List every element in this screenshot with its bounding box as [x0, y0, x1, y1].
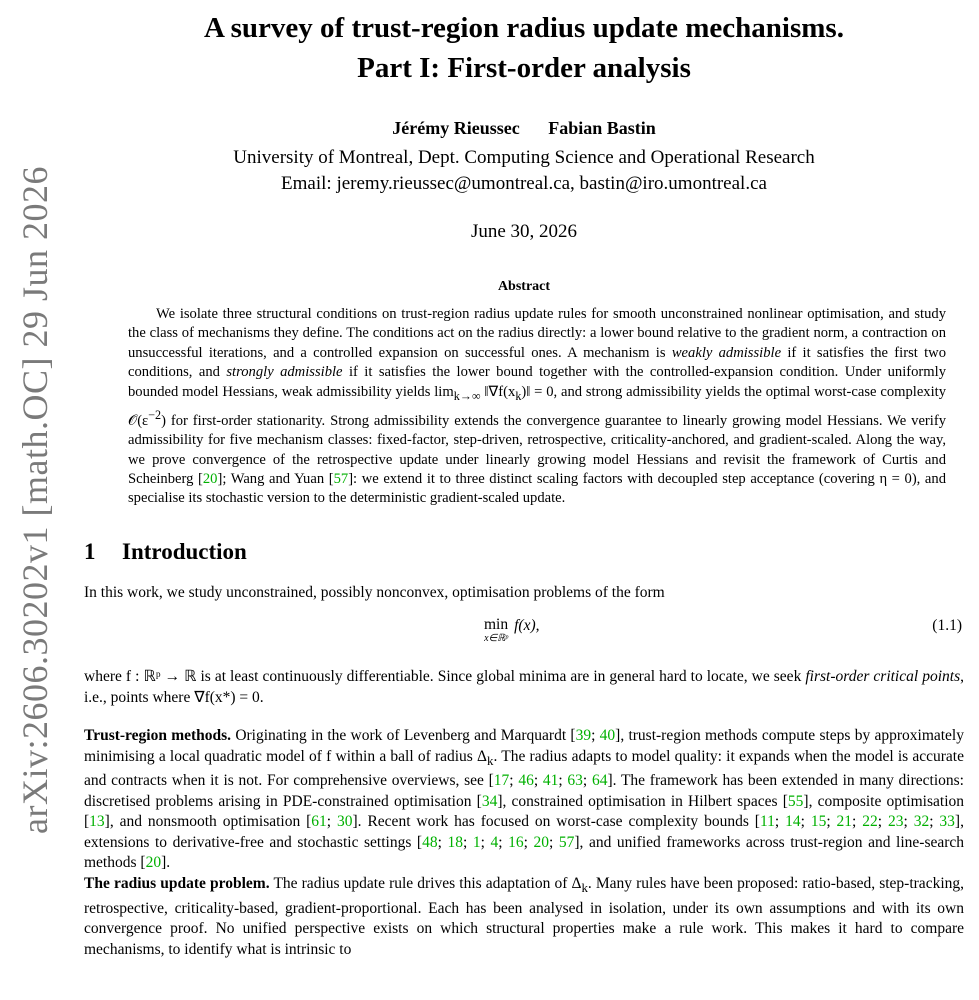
para-text: ], and unified frameworks across trust-region and line-search methods [	[84, 833, 965, 872]
citation-link[interactable]: 46	[518, 772, 534, 790]
paper-title	[84, 8, 964, 88]
para-text: ;	[533, 772, 543, 790]
section-title: Introduction	[122, 538, 247, 564]
abstract-text: if it satisfies the first two conditions, and	[128, 344, 946, 381]
para-text: ;	[509, 772, 519, 790]
paper-page	[84, 0, 964, 960]
citation-link[interactable]: 34	[481, 792, 498, 810]
citation-link[interactable]: 40	[599, 727, 616, 745]
para-text: ], trust-region methods compute steps by approximately minimising a local quadratic model of f within a ball of radius Δ	[84, 727, 964, 765]
abstract-text: ) for first-order stationarity. Strong admissibility extends the convergence guarantee to linearly growing model Hessians. We verify admissibility for five mechanism classes: fixed-factor, step-driven, retrospective, criticality-anchored, and gradient-scaled. Along the way, we prove convergence of the retrospective update under linearly growing model Hessians and revisit the framework of Curtis and Scheinberg [	[128, 412, 946, 488]
abstract-text: We isolate three structural conditions on trust-region radius update rules for smooth unconstrained nonlinear optimisation, and study the class of mechanisms they define. The conditions act on the radius directly: a lower bound relative to the gradient norm, a contraction on unsuccessful iterations, and a controlled expansion on successful ones. A mechanism is	[128, 306, 946, 361]
para-text: , i.e., points where ∇f(x*) = 0.	[84, 668, 964, 706]
para-text: ;	[929, 813, 940, 831]
trust-region-paragraph	[84, 726, 964, 874]
abstract-superscript: −2	[148, 407, 162, 422]
citation-link[interactable]: 32	[913, 813, 930, 831]
para-text: Originating in the work of Levenberg and Marquardt [	[231, 727, 576, 745]
citation-link[interactable]: 22	[862, 813, 878, 831]
equation-min-operator	[484, 617, 508, 645]
citation-link[interactable]: 39	[575, 727, 592, 745]
arxiv-sidebar	[0, 0, 70, 1000]
para-text: ;	[800, 813, 811, 831]
title-line-1: A survey of trust-region radius update mechanisms.	[204, 12, 844, 44]
abstract-emphasis: weakly admissible	[671, 344, 782, 361]
date: June 30, 2026	[470, 221, 578, 242]
equation-op: min	[484, 616, 509, 634]
equation-1-1	[84, 615, 964, 659]
para-text: ;	[548, 833, 559, 851]
citation-link[interactable]: 20	[533, 833, 549, 851]
para-text: ], extensions to derivative-free and stochastic settings [	[84, 813, 964, 851]
para-text: . Many rules have been proposed: ratio-based, step-tracking, retrospective, criticality-based, gradient-proportional. Each has been analysed in isolation, under its own assumptions and with its own convergence proof. No unified perspective exists on which structural properties make a rule work. This makes it hard to compare mechanisms, to identify what is intrinsic to	[84, 874, 965, 958]
para-text: ;	[498, 833, 509, 851]
para-text: . The radius adapts to model quality: it expands when the model is accurate and contracts when it is not. For comprehensive overviews, see [	[84, 747, 964, 790]
author-2: Fabian Bastin	[548, 118, 656, 138]
para-text: ;	[826, 813, 837, 831]
citation-link[interactable]: 21	[836, 813, 853, 831]
citation-link[interactable]: 64	[591, 772, 608, 790]
citation-link[interactable]: 30	[337, 813, 353, 831]
para-text: ;	[582, 772, 592, 790]
paragraph-heading: Trust-region methods.	[84, 727, 232, 745]
affiliation: University of Montreal, Dept. Computing Science and Operational Research	[233, 147, 815, 168]
arxiv-identifier: arXiv:2606.30202v1 [math.OC] 29 Jun 2026	[15, 166, 55, 834]
paragraph-heading: The radius update problem.	[84, 874, 270, 892]
citation-link[interactable]: 20	[202, 471, 218, 488]
section-number: 1	[84, 538, 96, 564]
para-text: ;	[480, 833, 491, 851]
citation-link[interactable]: 55	[787, 792, 804, 810]
para-subscript: k	[581, 880, 588, 896]
citation-link[interactable]: 20	[145, 854, 162, 872]
para-text: ]. Recent work has focused on worst-case complexity bounds [	[352, 813, 760, 831]
para-text: ;	[774, 813, 786, 831]
para-text: ;	[558, 772, 568, 790]
abstract-text: ]; Wang and Yuan [	[217, 471, 334, 488]
citation-link[interactable]: 33	[939, 813, 955, 831]
intro-paragraph: In this work, we study unconstrained, possibly nonconvex, optimisation problems of the form	[84, 583, 665, 601]
citation-link[interactable]: 18	[447, 833, 463, 851]
para-subscript: k	[487, 752, 494, 768]
para-text: ;	[326, 813, 338, 831]
equation-sub: x∈ℝᵖ	[484, 633, 509, 645]
para-text: ;	[903, 813, 914, 831]
citation-link[interactable]: 1	[472, 833, 481, 851]
citation-link[interactable]: 16	[508, 833, 524, 851]
authors	[84, 118, 964, 139]
para-text: ].	[161, 854, 171, 872]
citation-link[interactable]: 13	[89, 813, 105, 831]
equation-body: f(x),	[514, 617, 540, 635]
abstract-body	[128, 305, 946, 509]
citation-link[interactable]: 57	[333, 471, 349, 488]
para-text: ;	[852, 813, 863, 831]
citation-link[interactable]: 4	[490, 833, 499, 851]
para-text: ;	[437, 833, 448, 851]
radius-update-paragraph	[84, 874, 964, 960]
citation-link[interactable]: 15	[810, 813, 827, 831]
citation-link[interactable]: 61	[311, 813, 327, 831]
para-text: ], and nonsmooth optimisation [	[104, 813, 312, 831]
para-text: ]. The framework has been extended in many directions: discretised problems arising in PDE-constrained optimisation [	[84, 772, 964, 810]
equation-number: (1.1)	[932, 617, 962, 635]
para-text: ], composite optimisation [	[84, 792, 965, 831]
citation-link[interactable]: 11	[759, 813, 775, 831]
email: Email: jeremy.rieussec@umontreal.ca, bastin@iro.umontreal.ca	[281, 173, 767, 194]
citation-link[interactable]: 63	[567, 772, 583, 790]
section-heading	[84, 539, 964, 565]
para-text: ;	[591, 727, 600, 745]
author-1: Jérémy Rieussec	[392, 118, 520, 138]
abstract-subscript: k	[515, 388, 522, 403]
citation-link[interactable]: 14	[785, 813, 801, 831]
abstract-subscript: k→∞	[453, 388, 481, 403]
abstract-text: ]: we extend it to three distinct scaling factors with decoupled step acceptance (covering η = 0), and specialise its stochastic version to the deterministic gradient-scaled update.	[128, 471, 947, 507]
para-text: ;	[523, 833, 534, 851]
abstract-title: Abstract	[497, 279, 551, 294]
where-paragraph	[84, 667, 964, 708]
abstract-emphasis: strongly admissible	[226, 364, 343, 381]
citation-link[interactable]: 57	[558, 833, 575, 851]
citation-link[interactable]: 17	[493, 772, 510, 790]
para-text: ;	[877, 813, 888, 831]
para-text: The radius update rule drives this adaptation of Δ	[269, 874, 582, 892]
para-emphasis: first-order critical points	[805, 668, 961, 686]
citation-link[interactable]: 48	[422, 833, 438, 851]
para-text: ], constrained optimisation in Hilbert spaces [	[497, 792, 788, 810]
title-line-2: Part I: First-order analysis	[357, 52, 691, 84]
abstract-text: ‖∇f(x	[480, 383, 516, 400]
abstract-text: if it satisfies the lower bound together with the controlled-expansion condition. Under uniformly bounded model Hessians, weak admissibility yields lim	[128, 364, 946, 400]
citation-link[interactable]: 41	[542, 772, 559, 790]
para-text: where f : ℝᵖ → ℝ is at least continuously differentiable. Since global minima are in general hard to locate, we seek	[84, 668, 806, 686]
abstract-text: )‖ = 0, and strong admissibility yields the optimal worst-case complexity 𝒪(ε	[128, 383, 946, 429]
citation-link[interactable]: 23	[887, 813, 904, 831]
para-text: ;	[462, 833, 473, 851]
